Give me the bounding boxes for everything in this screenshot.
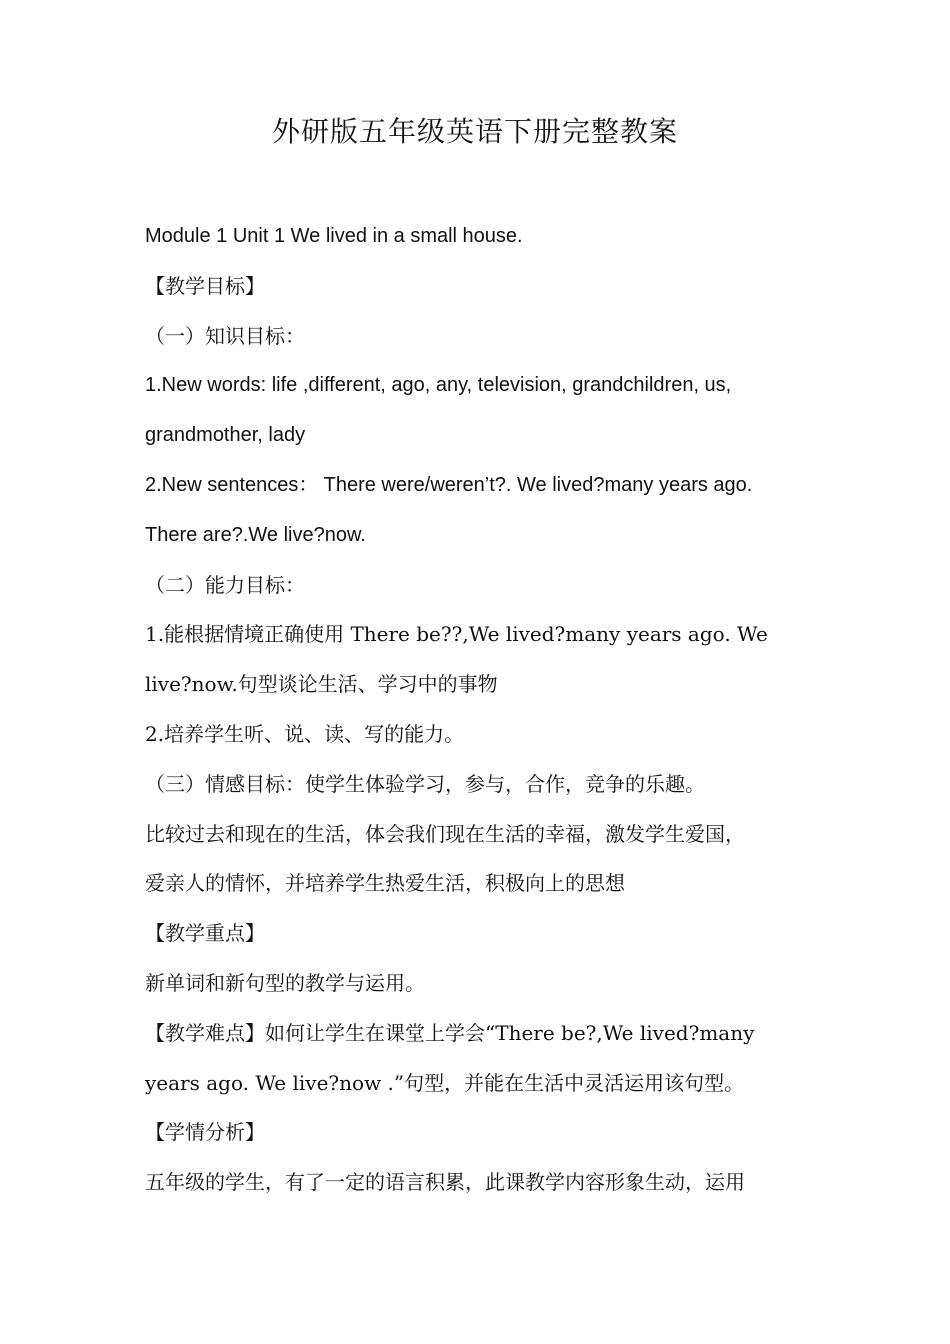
subsection-emotional-objectives: （三）情感目标：使学生体验学习，参与，合作，竞争的乐趣。 [145, 771, 705, 796]
emotional-objectives-text: 比较过去和现在的生活，体会我们现在生活的幸福，激发学生爱国， [145, 821, 745, 846]
module-heading: Module 1 Unit 1 We lived in a small house. [145, 225, 523, 247]
ability-item-1-continued: live?now.句型谈论生活、学习中的事物 [145, 672, 498, 697]
new-words-line: 1.New words: life ,different, ago, any, television, grandchildren, us, [145, 374, 732, 397]
new-words-continued: grandmother, lady [145, 424, 306, 447]
new-sentences-continued: There are?.We live?now. [145, 523, 366, 546]
document-body [145, 212, 815, 1208]
section-student-analysis: 【学情分析】 [145, 1120, 265, 1145]
section-teaching-objectives: 【教学目标】 [145, 273, 265, 298]
emotional-objectives-continued: 爱亲人的情怀，并培养学生热爱生活，积极向上的思想 [145, 871, 625, 896]
teaching-focus-text: 新单词和新句型的教学与运用。 [145, 970, 425, 995]
section-teaching-difficulty: 【教学难点】如何让学生在课堂上学会“There be?,We lived?many [145, 1020, 755, 1045]
subsection-knowledge-objectives: （一）知识目标： [145, 323, 305, 348]
section-teaching-focus: 【教学重点】 [145, 921, 265, 946]
student-analysis-text: 五年级的学生，有了一定的语言积累，此课教学内容形象生动，运用 [145, 1170, 745, 1195]
ability-item-1: 1.能根据情境正确使用 There be??,We lived?many years ago. We [145, 622, 768, 647]
subsection-ability-objectives: （二）能力目标： [145, 572, 305, 597]
ability-item-2: 2.培养学生听、说、读、写的能力。 [145, 721, 465, 746]
document-title: 外研版五年级英语下册完整教案 [271, 115, 678, 148]
new-sentences-line: 2.New sentences： There were/weren’t?. We lived?many years ago. [145, 473, 753, 496]
teaching-difficulty-continued: years ago. We live?now .”句型，并能在生活中灵活运用该句型。 [145, 1070, 745, 1095]
